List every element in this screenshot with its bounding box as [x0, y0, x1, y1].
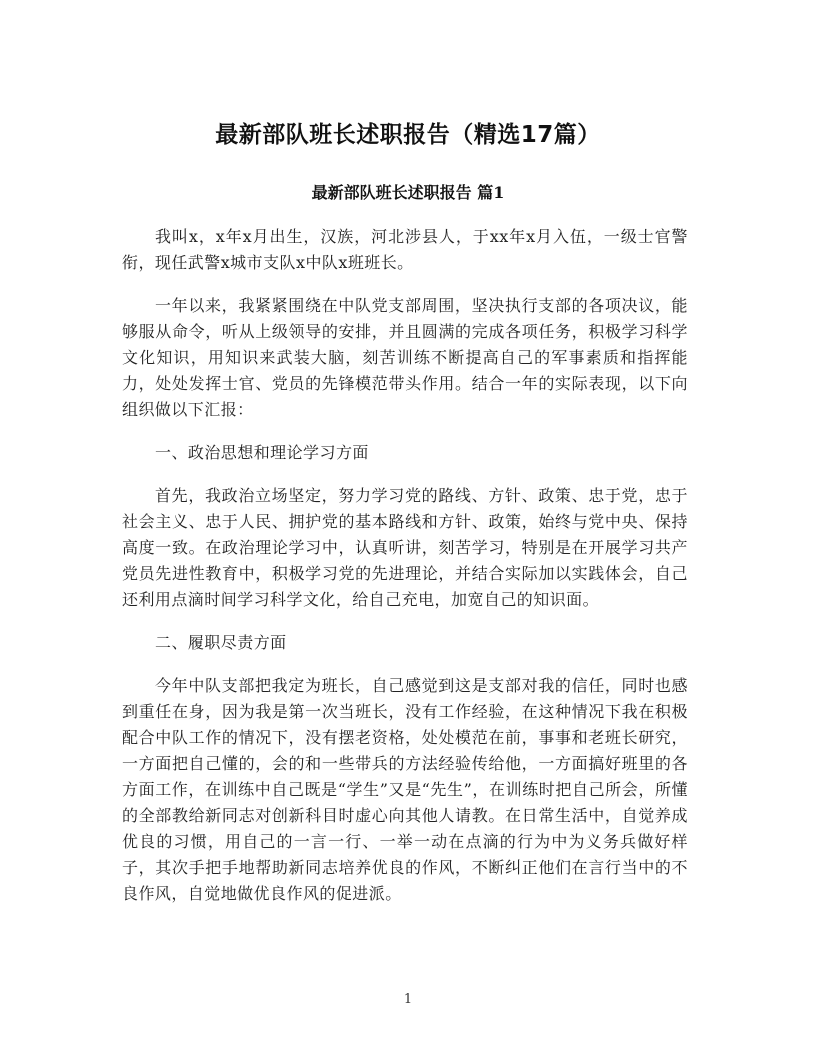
paragraph-intro: 我叫x，x年x月出生，汉族，河北涉县人，于xx年x月入伍，一级士官警衔，现任武警x城市支队x中队x班班长。 [122, 227, 688, 272]
paragraph-summary: 一年以来，我紧紧围绕在中队党支部周围，坚决执行支部的各项决议，能够服从命令，听从上级领导的安排，并且圆满的完成各项任务，积极学习科学文化知识，用知识来武装大脑，刻苦训练不断提高自己的军事素质和指挥能力，处处发挥士官、党员的先锋模范带头作用。结合一年的实际表现，以下向组织做以下汇报： [122, 296, 688, 419]
section-title: 最新部队班长述职报告 篇1 [311, 183, 505, 202]
page-number: 1 [403, 992, 413, 1007]
paragraph-political-thought: 首先，我政治立场坚定，努力学习党的路线、方针、政策、忠于党，忠于社会主义、忠于人民、拥护党的基本路线和方针、政策，始终与党中央、保持高度一致。在政治理论学习中，认真听讲，刻苦学习，特别是在开展学习共产党员先进性教育中，积极学习党的先进理论，并结合实际加以实践体会，自己还利用点滴时间学习科学文化，给自己充电，加宽自己的知识面。 [122, 486, 688, 609]
heading-political-thought: 一、政治思想和理论学习方面 [155, 443, 369, 462]
document-body [122, 224, 688, 924]
document-title: 最新部队班长述职报告（精选17篇） [215, 122, 601, 148]
paragraph-duties: 今年中队支部把我定为班长，自己感觉到这是支部对我的信任，同时也感到重任在身，因为我是第一次当班长，没有工作经验，在这种情况下我在积极配合中队工作的情况下，没有摆老资格，处处模范在前，事事和老班长研究，一方面把自己懂的，会的和一些带兵的方法经验传给他，一方面搞好班里的各方面工作，在训练中自己既是“学生”又是“先生”，在训练时把自己所会，所懂的全部教给新同志对创新科目时虚心向其他人请教。在日常生活中，自觉养成优良的习惯，用自己的一言一行、一举一动在点滴的行为中为义务兵做好样子，其次手把手地帮助新同志培养优良的作风，不断纠正他们在言行当中的不良作风，自觉地做优良作风的促进派。 [122, 676, 688, 903]
heading-duties: 二、履职尽责方面 [155, 633, 287, 652]
